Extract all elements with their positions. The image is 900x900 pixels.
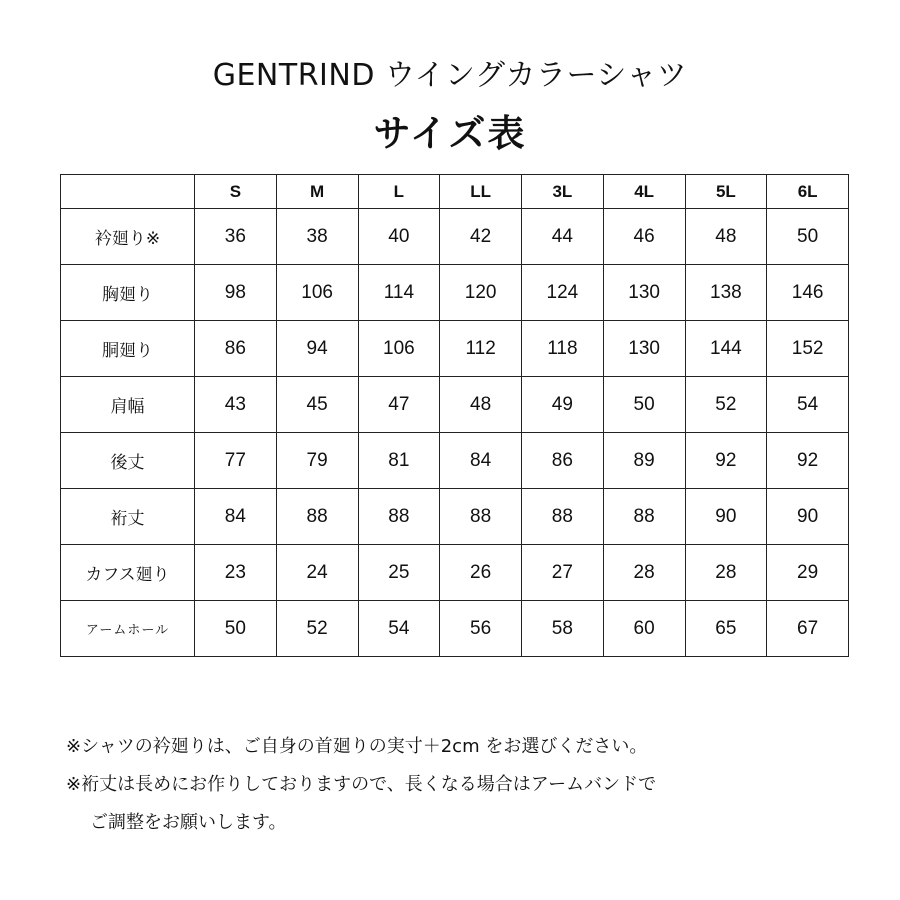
header-corner-cell [61,175,195,209]
table-cell: 50 [195,601,277,657]
table-cell: 152 [767,321,849,377]
table-cell: 88 [440,489,522,545]
table-row [61,377,849,433]
header-size-cell: S [195,175,277,209]
table-cell: 54 [767,377,849,433]
table-cell: 42 [440,209,522,265]
table-cell: 94 [276,321,358,377]
table-cell: 106 [276,265,358,321]
table-row [61,321,849,377]
table-cell: 124 [522,265,604,321]
table-cell: 45 [276,377,358,433]
table-cell: 106 [358,321,440,377]
table-cell: 88 [276,489,358,545]
row-label: 後丈 [61,433,195,489]
table-cell: 67 [767,601,849,657]
header-size-cell: L [358,175,440,209]
table-cell: 138 [685,265,767,321]
table-header-row [61,175,849,209]
table-cell: 118 [522,321,604,377]
page-title: GENTRIND ウイングカラーシャツ [212,58,688,93]
table-cell: 88 [358,489,440,545]
table-cell: 130 [603,265,685,321]
row-label: アームホール [61,601,195,657]
row-label: カフス廻り [61,545,195,601]
table-cell: 52 [685,377,767,433]
table-cell: 144 [685,321,767,377]
table-cell: 40 [358,209,440,265]
table-cell: 88 [522,489,604,545]
row-label: 胴廻り [61,321,195,377]
table-cell: 114 [358,265,440,321]
table-cell: 84 [195,489,277,545]
table-cell: 79 [276,433,358,489]
table-cell: 65 [685,601,767,657]
table-cell: 120 [440,265,522,321]
row-label: 肩幅 [61,377,195,433]
header-size-cell: 6L [767,175,849,209]
table-cell: 25 [358,545,440,601]
row-label: 衿廻り※ [61,209,195,265]
table-cell: 77 [195,433,277,489]
table-row [61,489,849,545]
table-cell: 50 [603,377,685,433]
table-cell: 38 [276,209,358,265]
table-cell: 23 [195,545,277,601]
table-cell: 50 [767,209,849,265]
row-label: 裄丈 [61,489,195,545]
table-cell: 98 [195,265,277,321]
table-cell: 54 [358,601,440,657]
page-subtitle: サイズ表 [373,112,527,155]
table-cell: 27 [522,545,604,601]
table-cell: 56 [440,601,522,657]
table-cell: 88 [603,489,685,545]
table-cell: 28 [685,545,767,601]
table-cell: 90 [767,489,849,545]
table-row [61,433,849,489]
table-row [61,601,849,657]
table-cell: 146 [767,265,849,321]
table-cell: 58 [522,601,604,657]
table-cell: 112 [440,321,522,377]
note-line: ※裄丈は長めにお作りしておりますので、長くなる場合はアームバンドで [66,774,657,795]
table-cell: 43 [195,377,277,433]
table-cell: 52 [276,601,358,657]
table-cell: 36 [195,209,277,265]
table-cell: 86 [522,433,604,489]
table-cell: 130 [603,321,685,377]
note-line: ご調整をお願いします。 [90,812,287,833]
table-cell: 84 [440,433,522,489]
table-cell: 89 [603,433,685,489]
table-cell: 29 [767,545,849,601]
table-cell: 92 [767,433,849,489]
table-cell: 44 [522,209,604,265]
table-cell: 60 [603,601,685,657]
size-table [60,174,849,657]
table-cell: 47 [358,377,440,433]
notes [66,728,866,842]
header-size-cell: LL [440,175,522,209]
header-size-cell: 3L [522,175,604,209]
table-row [61,265,849,321]
note-line: ※シャツの衿廻りは、ご自身の首廻りの実寸＋2cm をお選びください。 [66,736,648,757]
table-cell: 26 [440,545,522,601]
table-cell: 90 [685,489,767,545]
header-size-cell: M [276,175,358,209]
table-cell: 46 [603,209,685,265]
table-row [61,545,849,601]
header-size-cell: 5L [685,175,767,209]
table-cell: 28 [603,545,685,601]
header-size-cell: 4L [603,175,685,209]
table-cell: 48 [440,377,522,433]
table-cell: 86 [195,321,277,377]
table-cell: 48 [685,209,767,265]
table-row [61,209,849,265]
table-cell: 92 [685,433,767,489]
row-label: 胸廻り [61,265,195,321]
table-cell: 49 [522,377,604,433]
table-cell: 24 [276,545,358,601]
table-cell: 81 [358,433,440,489]
